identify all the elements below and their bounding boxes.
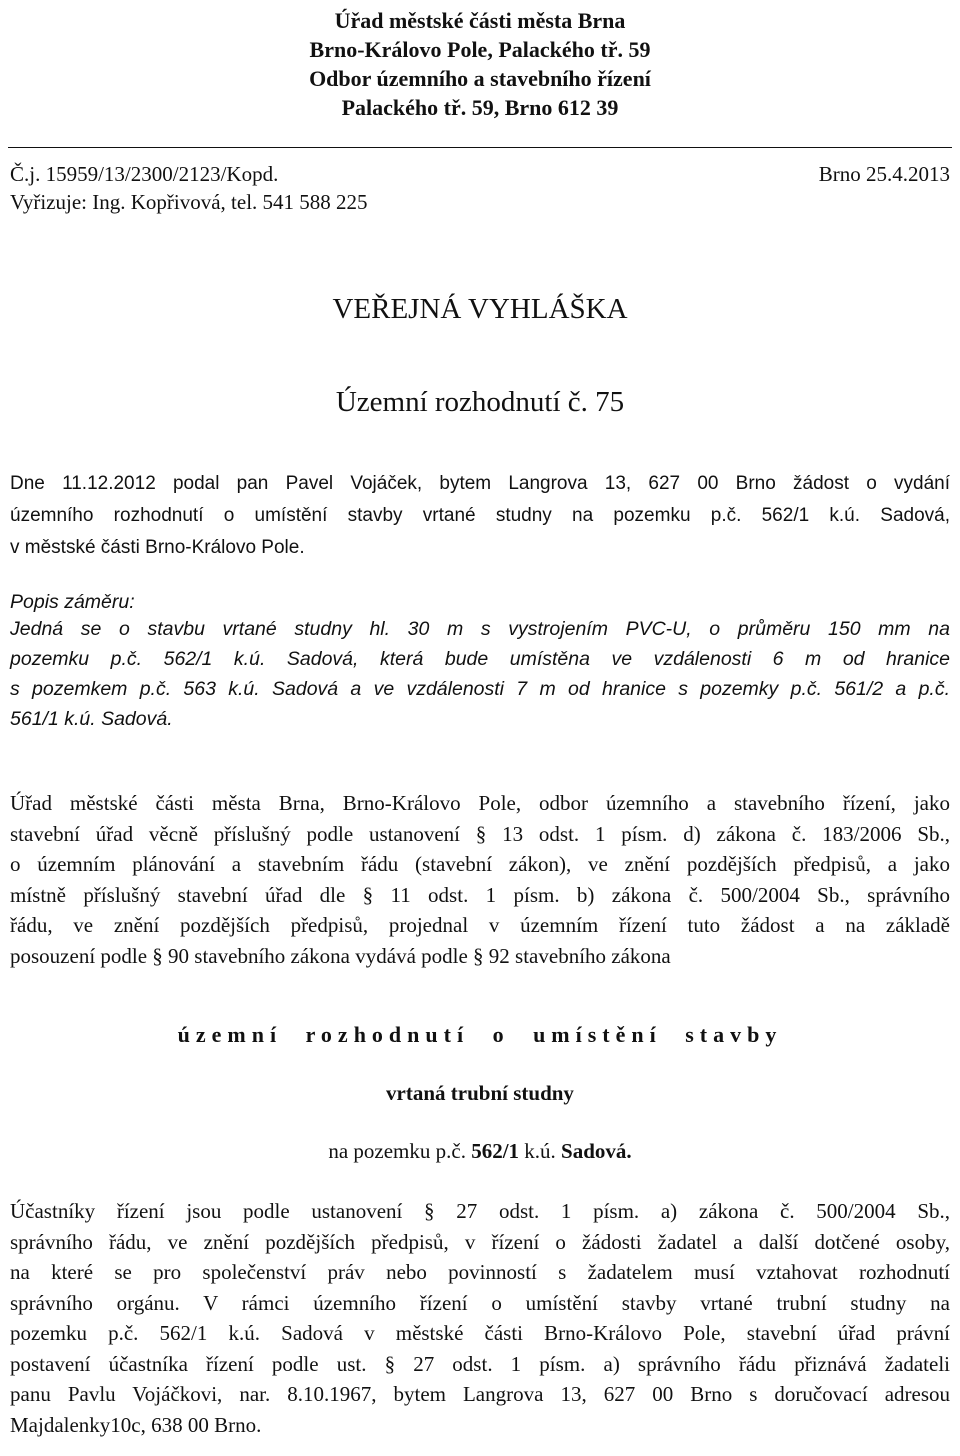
verdict-parcel (0, 1136, 960, 1166)
office-header (0, 6, 960, 122)
office-name: Úřad městské části města Brna (334, 8, 626, 33)
notice-title: VEŘEJNÁ VYHLÁŠKA (332, 293, 628, 325)
intro-paragraph (10, 468, 950, 564)
text-line: územního rozhodnutí o umístění stavby vrtané studny na pozemku p.č. 562/1 k.ú. Sadová, (10, 505, 950, 526)
text-line: Účastníky řízení jsou podle ustanovení § 27 odst. 1 písm. a) zákona č. 500/2004 Sb., (10, 1199, 950, 1223)
text-line: posouzení podle § 90 stavebního zákona vydává podle § 92 stavebního zákona (10, 943, 671, 968)
text-line: pozemku p.č. 562/1 k.ú. Sadová, která bude umístěna ve vzdálenosti 6 m od hranice (10, 648, 950, 670)
participants-paragraph (10, 1196, 950, 1440)
reference-row (10, 160, 950, 188)
text-line: Úřad městské části města Brna, Brno-Královo Pole, odbor územního a stavebního řízení, jako (10, 791, 950, 815)
text-line: správního řádu, ve znění pozdějších předpisů, v řízení o žádosti žadatel a další dotčené osoby, (10, 1229, 950, 1254)
text-line: pozemku p.č. 562/1 k.ú. Sadová v městské části Brno-Královo Pole, stavební úřad právní (10, 1321, 950, 1345)
purpose-heading: Popis záměru: (10, 591, 135, 613)
parcel-number: 562/1 (471, 1139, 520, 1163)
parcel-prefix: na pozemku p.č. (328, 1139, 472, 1163)
place-date: Brno 25.4.2013 (818, 162, 950, 186)
text-line: 561/1 k.ú. Sadová. (10, 708, 173, 730)
office-department: Odbor územního a stavebního řízení (309, 66, 651, 91)
purpose-paragraph (10, 614, 950, 734)
text-line: správního orgánu. V rámci územního řízení o umístění stavby vrtané trubní studny na (10, 1290, 950, 1315)
text-line: řádu, ve znění pozdějších předpisů, projednal v územním řízení tuto žádost a na základě (10, 913, 950, 937)
parcel-area: Sadová. (561, 1139, 632, 1163)
text-line: Dne 11.12.2012 podal pan Pavel Vojáček, bytem Langrova 13, 627 00 Brno žádost o vydání (10, 473, 950, 494)
authority-paragraph (10, 788, 950, 971)
case-number: Č.j. 15959/13/2300/2123/Kopd. (10, 162, 279, 186)
verdict-heading: územní rozhodnutí o umístění stavby (177, 1022, 783, 1047)
header-divider (8, 147, 952, 148)
decision-title: Územní rozhodnutí č. 75 (335, 386, 625, 418)
verdict-subject: vrtaná trubní studny (386, 1081, 574, 1105)
office-address: Palackého tř. 59, Brno 612 39 (341, 95, 619, 120)
text-line: panu Pavlu Vojáčkovi, nar. 8.10.1967, bytem Langrova 13, 627 00 Brno s doručovací adresou (10, 1382, 950, 1406)
text-line: místně příslušný stavební úřad dle § 11 odst. 1 písm. b) zákona č. 500/2004 Sb., správního (10, 882, 950, 907)
parcel-mid: k.ú. (519, 1139, 562, 1163)
handled-by: Vyřizuje: Ing. Kopřivová, tel. 541 588 225 (10, 190, 368, 214)
text-line: Jedná se o stavbu vrtané studny hl. 30 m s vystrojením PVC-U, o průměru 150 mm na (10, 618, 950, 640)
text-line: na které se pro společenství práv nebo povinností s žadatelem musí vztahovat rozhodnutí (10, 1260, 950, 1284)
office-district: Brno-Královo Pole, Palackého tř. 59 (309, 37, 651, 62)
text-line: Majdalenky10c, 638 00 Brno. (10, 1412, 262, 1437)
text-line: postavení účastníka řízení podle ust. § 27 odst. 1 písm. a) správního řádu přiznává žadateli (10, 1351, 950, 1376)
text-line: stavební úřad věcně příslušný podle ustanovení § 13 odst. 1 písm. d) zákona č. 183/2006 Sb., (10, 821, 950, 846)
text-line: o územním plánování a stavebním řádu (stavební zákon), ve znění pozdějších předpisů, a jako (10, 852, 950, 876)
text-line: s pozemkem p.č. 563 k.ú. Sadová a ve vzdálenosti 7 m od hranice s pozemky p.č. 561/2 a p.č. (10, 678, 950, 700)
text-line: v městské části Brno-Královo Pole. (10, 537, 305, 558)
